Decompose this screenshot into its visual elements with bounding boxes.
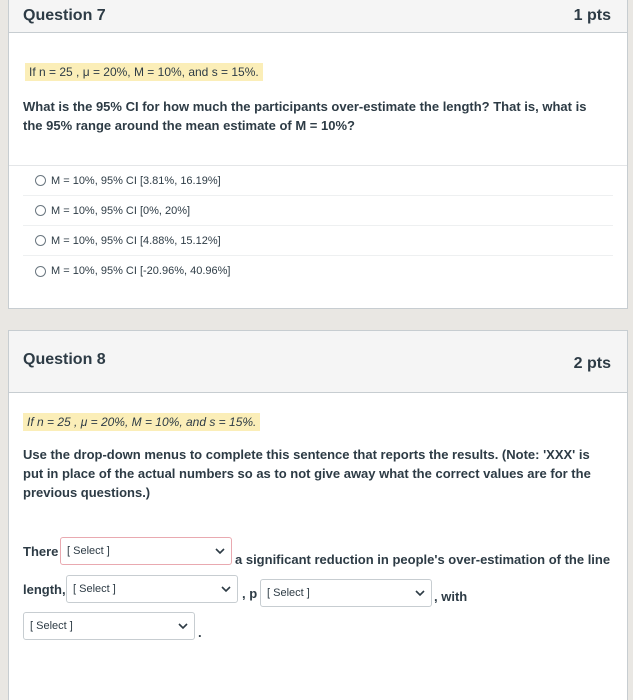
text-p: , p [242, 586, 258, 601]
answer-option-3[interactable] [23, 226, 613, 256]
chevron-down-icon [214, 545, 226, 557]
select-value: [ Select ] [67, 545, 110, 557]
question-8-intro-text: If n = 25 , μ = 20%, M = 10%, and s = 15%. [23, 413, 260, 431]
question-8-points: 2 pts [573, 355, 611, 372]
radio-button[interactable] [35, 235, 46, 246]
question-7-card [8, 0, 628, 309]
sentence-period: . [198, 625, 202, 640]
answer-option-2[interactable] [23, 196, 613, 226]
chevron-down-icon [177, 620, 189, 632]
question-8-header [9, 331, 627, 393]
question-8-title: Question 8 [23, 351, 106, 368]
answer-label: M = 10%, 95% CI [3.81%, 16.19%] [51, 174, 221, 187]
select-value: [ Select ] [73, 583, 116, 595]
question-7-intro-text: If n = 25 , μ = 20%, M = 10%, and s = 15%. [25, 63, 263, 81]
text-with: , with [434, 589, 468, 604]
select-dropdown-3[interactable] [260, 579, 432, 607]
chevron-down-icon [220, 583, 232, 595]
sentence-fragment-1: a significant reduction in people's over-estimation of the line [235, 552, 611, 567]
question-7-intro [25, 65, 263, 79]
word-length: length, [23, 582, 66, 597]
word-there: There [23, 544, 59, 559]
answer-option-1[interactable] [23, 166, 613, 196]
answer-option-4[interactable] [23, 256, 613, 286]
select-dropdown-2[interactable] [66, 575, 238, 603]
answer-label: M = 10%, 95% CI [-20.96%, 40.96%] [51, 265, 231, 277]
answer-label: M = 10%, 95% CI [0%, 20%] [51, 204, 191, 217]
select-dropdown-1[interactable] [60, 537, 232, 565]
select-dropdown-4[interactable] [23, 612, 195, 640]
select-value: [ Select ] [267, 587, 310, 599]
question-7-title: Question 7 [23, 7, 106, 24]
question-7-header [9, 0, 627, 33]
answer-label: M = 10%, 95% CI [4.88%, 15.12%] [51, 234, 221, 247]
radio-button[interactable] [35, 205, 46, 216]
question-7-prompt: What is the 95% CI for how much the participants over-estimate the length? That is, what is the 95% range around the mean estimate of M = 10%? [23, 99, 587, 133]
radio-button[interactable] [35, 175, 46, 186]
question-8-prompt: Use the drop-down menus to complete this sentence that reports the results. (Note: 'XXX' is put in place of the actual numbers so as to not give away what the correct values are for the previous questions.) [23, 447, 591, 500]
question-8-intro [23, 415, 260, 429]
radio-button[interactable] [35, 266, 46, 277]
select-value: [ Select ] [30, 620, 73, 632]
question-8-card [8, 330, 628, 700]
chevron-down-icon [414, 587, 426, 599]
question-7-points: 1 pts [573, 7, 611, 24]
